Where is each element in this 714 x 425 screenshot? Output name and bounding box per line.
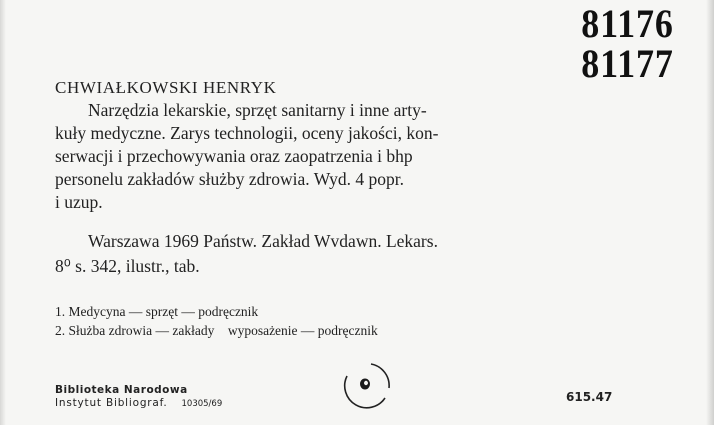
- publication-info: [55, 229, 615, 279]
- description-line-1: Narzędzia lekarskie, sprzęt sanitarny i inne arty-: [88, 100, 427, 120]
- classification-number: 615.47: [566, 390, 613, 404]
- institution-footer: [55, 384, 222, 411]
- subject-heading-2: 2. Służba zdrowia — zakłady wyposażenie — podręcznik: [55, 323, 378, 338]
- subject-heading-1: 1. Medycyna — sprzęt — podręcznik: [55, 304, 259, 319]
- institution-name: Biblioteka Narodowa: [55, 384, 188, 396]
- circular-library-stamp-icon: [335, 360, 395, 412]
- description-line-3: serwacji i przechowywania oraz zaopatrzenia i bhp: [55, 146, 413, 166]
- description-line-5: i uzup.: [55, 192, 103, 212]
- description-line-2: kuły medyczne. Zarys technologii, oceny jakości, kon-: [55, 123, 439, 143]
- description-line-4: personelu zakładów służby zdrowia. Wyd. 4 popr.: [55, 169, 405, 189]
- author-heading: CHWIAŁKOWSKI HENRYK: [55, 78, 277, 97]
- catalog-numbers: [581, 1, 674, 86]
- catalog-number-2: 81177: [581, 41, 674, 86]
- institution-department: Instytut Bibliograf.: [55, 397, 168, 409]
- subject-headings: [55, 302, 635, 340]
- catalog-number-1: 81176: [581, 1, 674, 46]
- publication-line-1: Warszawa 1969 Państw. Zakład Wvdawn. Lekars.: [88, 231, 438, 251]
- record-code: 10305/69: [181, 399, 223, 409]
- publication-line-2: 8⁰ s. 342, ilustr., tab.: [55, 256, 200, 276]
- title-description: [55, 99, 615, 214]
